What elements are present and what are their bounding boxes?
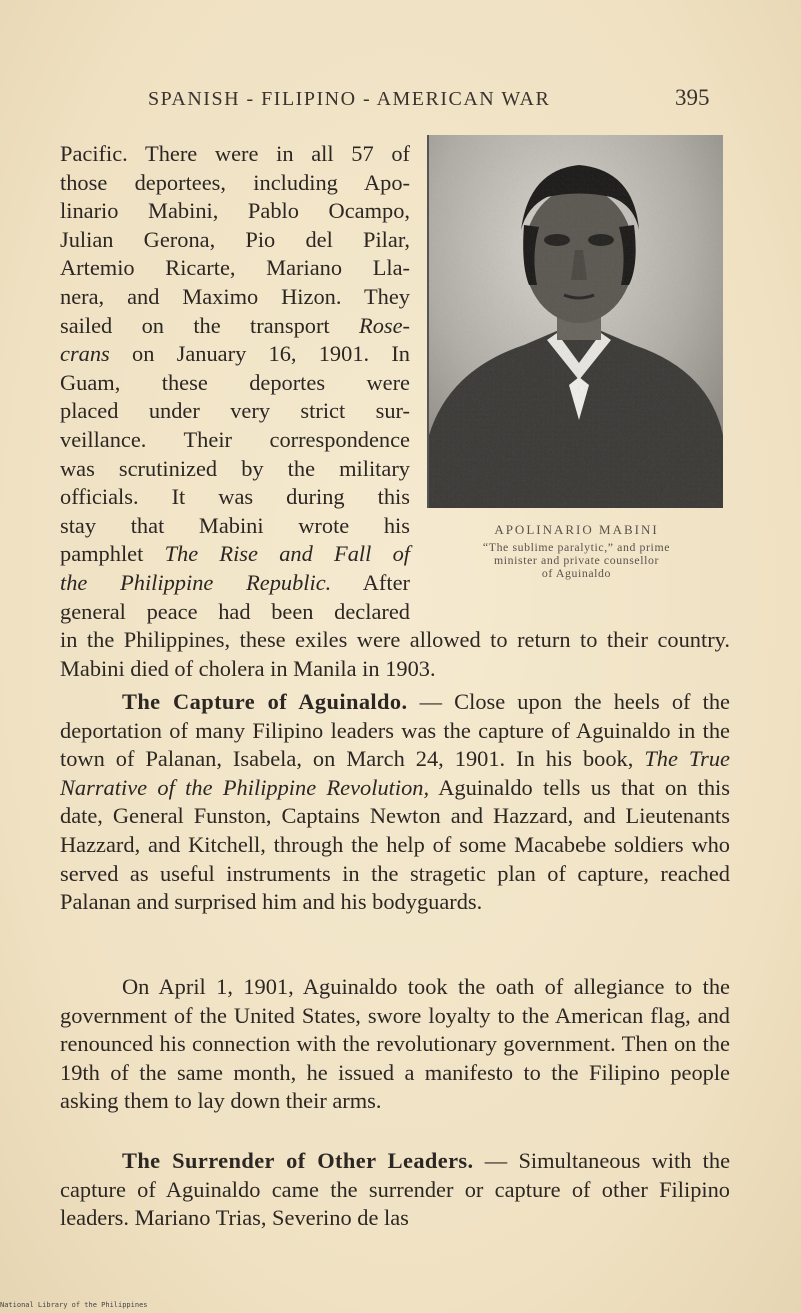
text-span: pamphlet bbox=[60, 541, 165, 567]
photo-caption bbox=[423, 522, 730, 580]
left-column-text bbox=[60, 140, 410, 626]
section-heading-capture: The Capture of Aguinaldo. bbox=[122, 689, 408, 714]
paragraph-capture bbox=[60, 688, 730, 917]
text-line bbox=[60, 540, 410, 569]
em-dash: — bbox=[473, 1148, 519, 1173]
paragraph-oath bbox=[60, 973, 730, 1116]
text-line bbox=[60, 312, 410, 341]
text-line: stay that Mabini wrote his bbox=[60, 512, 410, 538]
text-line bbox=[60, 569, 410, 598]
running-title: SPANISH - FILIPINO - AMERICAN WAR bbox=[148, 88, 551, 110]
portrait-image bbox=[429, 135, 723, 508]
ship-name-cont: crans bbox=[60, 341, 110, 367]
text-line: linario Mabini, Pablo Ocampo, bbox=[60, 198, 410, 224]
text-span: After bbox=[331, 569, 410, 595]
page-header bbox=[0, 85, 801, 118]
text-line: Pacific. There were in all 57 of bbox=[60, 141, 410, 166]
text-line bbox=[60, 340, 410, 369]
text-span: Close upon the heels of the deportation of many Filipino leaders was the capture of Aguinaldo in the town of Palanan, Isabela, on March 24, 1901. In his book, bbox=[60, 689, 730, 772]
text-line: general peace had been declared bbox=[60, 598, 410, 624]
caption-desc-line: of Aguinaldo bbox=[541, 566, 612, 580]
text-line: those deportees, including Apo- bbox=[60, 169, 410, 195]
paragraph-text bbox=[60, 1147, 730, 1233]
text-line: Guam, these deportes were bbox=[60, 369, 410, 395]
paragraph-continuation bbox=[60, 626, 730, 683]
pamphlet-title: The Rise and Fall of bbox=[164, 541, 411, 567]
text-span: on January 16, 1901. In bbox=[109, 341, 410, 367]
caption-desc-line: minister and private counsellor bbox=[493, 553, 660, 567]
text-line: Julian Gerona, Pio del Pilar, bbox=[60, 226, 410, 252]
page-number: 395 bbox=[675, 85, 710, 110]
text-line: veillance. Their correspondence bbox=[60, 426, 410, 452]
section-heading-surrender: The Surrender of Other Leaders. bbox=[122, 1148, 474, 1173]
text-line: Artemio Ricarte, Mariano Lla- bbox=[60, 255, 410, 281]
paragraph-text bbox=[60, 688, 730, 917]
text-span: Aguinaldo tells us that on this date, General Funston, Captains Newton and Hazzard, and Lieutenants Hazzard, and Kitchell, through the help of some Macabebe soldiers who served as useful instruments in the stragetic plan of capture, reached Palanan and surprised him and his bodyguards. bbox=[60, 774, 730, 915]
portrait-photo bbox=[427, 135, 723, 508]
text-line: officials. It was during this bbox=[60, 484, 410, 510]
paragraph-surrender bbox=[60, 1147, 730, 1233]
paragraph-text: On April 1, 1901, Aguinaldo took the oath of allegiance to the government of the United States, swore loyalty to the American flag, and renounced his connection with the revolutionary government. Then on the 19th of the same month, he issued a manifesto to the Filipino people asking them to lay down their arms. bbox=[60, 974, 730, 1114]
library-stamp: National Library of the Philippines bbox=[0, 1301, 148, 1309]
paragraph-text: in the Philippines, these exiles were allowed to return to their country. Mabini died of cholera in Manila in 1903. bbox=[60, 627, 730, 681]
text-line: nera, and Maximo Hizon. They bbox=[60, 283, 410, 309]
text-span: sailed on the transport bbox=[60, 312, 360, 338]
book-title: The True Narrative of the Philippine Revolution, bbox=[60, 746, 730, 800]
text-span: Simultaneous with the capture of Aguinaldo came the surrender or capture of other Filipino leaders. Mariano Trias, Severino de las bbox=[60, 1148, 731, 1231]
pamphlet-title-cont: the Philippine Republic. bbox=[60, 569, 332, 595]
caption-desc-line: “The sublime paralytic,” and prime bbox=[482, 540, 671, 554]
ship-name: Rose- bbox=[359, 312, 410, 338]
em-dash: — bbox=[407, 689, 455, 714]
text-line: placed under very strict sur- bbox=[60, 398, 410, 424]
text-line: was scrutinized by the military bbox=[60, 455, 410, 481]
caption-name: APOLINARIO MABINI bbox=[494, 522, 659, 537]
